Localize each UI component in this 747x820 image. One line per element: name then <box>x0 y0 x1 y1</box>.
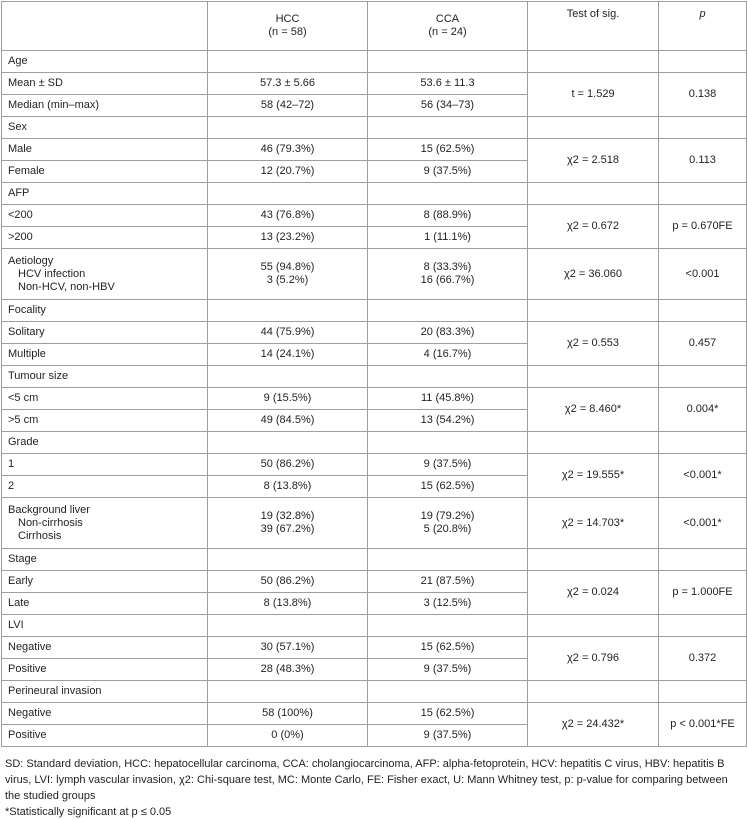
cell-hcc: 28 (48.3%) <box>208 659 368 681</box>
cell-test: χ2 = 8.460* <box>528 388 659 432</box>
empty-cell <box>659 51 747 73</box>
cell-hcc: 57.3 ± 5.66 <box>208 73 368 95</box>
section-label: Grade <box>2 432 208 454</box>
cell-hcc: 50 (86.2%) <box>208 571 368 593</box>
section-row <box>2 681 747 703</box>
cell-hcc: 12 (20.7%) <box>208 161 368 183</box>
cell-test: χ2 = 2.518 <box>528 139 659 183</box>
empty-cell <box>659 615 747 637</box>
cell-hcc: 30 (57.1%) <box>208 637 368 659</box>
table-row <box>2 73 747 95</box>
section-label: Tumour size <box>2 366 208 388</box>
cell-p: 0.004* <box>659 388 747 432</box>
cell-p: p = 0.670FE <box>659 205 747 249</box>
header-hcc: HCC (n = 58) <box>208 2 368 51</box>
cell-test: t = 1.529 <box>528 73 659 117</box>
cell-hcc: 13 (23.2%) <box>208 227 368 249</box>
cell-value: 19 (32.8%) <box>260 510 315 522</box>
cell-value: 16 (66.7%) <box>420 274 475 286</box>
row-label: Mean ± SD <box>2 73 208 95</box>
cell-value: 5 (20.8%) <box>423 523 472 535</box>
empty-cell <box>208 615 368 637</box>
row-label: Multiple <box>2 344 208 366</box>
row-label: Negative <box>2 637 208 659</box>
cell-cca: 53.6 ± 11.3 <box>368 73 528 95</box>
section-label: Perineural invasion <box>2 681 208 703</box>
table-row <box>2 139 747 161</box>
cell-cca: 9 (37.5%) <box>368 454 528 476</box>
empty-cell <box>208 183 368 205</box>
group-label: Aetiology <box>8 254 54 267</box>
header-row <box>2 2 747 51</box>
header-cca: CCA (n = 24) <box>368 2 528 51</box>
cell-cca: 15 (62.5%) <box>368 476 528 498</box>
cell-hcc: 8 (13.8%) <box>208 593 368 615</box>
cell-cca: 15 (62.5%) <box>368 703 528 725</box>
cell-cca: 8 (88.9%) <box>368 205 528 227</box>
empty-cell <box>368 300 528 322</box>
footnote-significance: *Statistically significant at p ≤ 0.05 <box>5 806 172 818</box>
row-label <box>2 498 208 549</box>
section-row <box>2 300 747 322</box>
cell-cca: 20 (83.3%) <box>368 322 528 344</box>
cell-hcc: 14 (24.1%) <box>208 344 368 366</box>
cell-p: <0.001* <box>659 498 747 549</box>
cell-test: χ2 = 0.672 <box>528 205 659 249</box>
cell-p: p < 0.001*FE <box>659 703 747 747</box>
section-label: Stage <box>2 549 208 571</box>
row-label: Male <box>2 139 208 161</box>
row-label: >200 <box>2 227 208 249</box>
footnote-abbreviations: SD: Standard deviation, HCC: hepatocellular carcinoma, CCA: cholangiocarcinoma, AFP: alpha-fetoprotein, HCV: hepatitis C virus, HBV: hepatitis B virus, LVI: lymph vascular invasion, χ2: Chi-square test, MC: Monte Carlo, FE: Fisher exact, U: Mann Whitney test, p: p-value for comparing between the studied groups <box>5 758 728 802</box>
cell-hcc: 0 (0%) <box>208 725 368 747</box>
cell-test: χ2 = 0.024 <box>528 571 659 615</box>
section-label: Focality <box>2 300 208 322</box>
empty-cell <box>528 432 659 454</box>
cell-cca: 4 (16.7%) <box>368 344 528 366</box>
cell-hcc <box>208 498 368 549</box>
empty-cell <box>528 549 659 571</box>
empty-cell <box>528 681 659 703</box>
table-row <box>2 637 747 659</box>
empty-cell <box>208 51 368 73</box>
empty-cell <box>659 300 747 322</box>
table-row <box>2 498 747 549</box>
row-label: <5 cm <box>2 388 208 410</box>
empty-cell <box>208 549 368 571</box>
cell-hcc: 8 (13.8%) <box>208 476 368 498</box>
cell-hcc: 49 (84.5%) <box>208 410 368 432</box>
cell-test: χ2 = 0.796 <box>528 637 659 681</box>
row-label: Female <box>2 161 208 183</box>
header-variable <box>2 2 208 51</box>
cell-hcc: 58 (42–72) <box>208 95 368 117</box>
empty-cell <box>659 549 747 571</box>
cell-test: χ2 = 36.060 <box>528 249 659 300</box>
row-label: Late <box>2 593 208 615</box>
table-row <box>2 388 747 410</box>
section-label: LVI <box>2 615 208 637</box>
group-label: Background liver <box>8 503 90 516</box>
sub-label: Non-HCV, non-HBV <box>18 280 115 293</box>
empty-cell <box>368 615 528 637</box>
cell-value: 8 (33.3%) <box>423 261 472 273</box>
section-label: Sex <box>2 117 208 139</box>
empty-cell <box>208 432 368 454</box>
sub-label: HCV infection <box>18 267 86 280</box>
cell-cca: 11 (45.8%) <box>368 388 528 410</box>
section-row <box>2 183 747 205</box>
table-row <box>2 454 747 476</box>
row-label: >5 cm <box>2 410 208 432</box>
cell-p: 0.113 <box>659 139 747 183</box>
section-row <box>2 117 747 139</box>
cell-p: 0.138 <box>659 73 747 117</box>
section-row <box>2 549 747 571</box>
empty-cell <box>528 366 659 388</box>
row-label: <200 <box>2 205 208 227</box>
cell-hcc: 9 (15.5%) <box>208 388 368 410</box>
empty-cell <box>208 366 368 388</box>
sub-label: Cirrhosis <box>18 529 62 542</box>
cell-test: χ2 = 0.553 <box>528 322 659 366</box>
table-row <box>2 205 747 227</box>
cell-hcc: 46 (79.3%) <box>208 139 368 161</box>
section-row <box>2 366 747 388</box>
cell-hcc: 44 (75.9%) <box>208 322 368 344</box>
empty-cell <box>208 300 368 322</box>
cell-p: <0.001 <box>659 249 747 300</box>
section-label: AFP <box>2 183 208 205</box>
cell-test: χ2 = 24.432* <box>528 703 659 747</box>
empty-cell <box>659 366 747 388</box>
cell-test: χ2 = 19.555* <box>528 454 659 498</box>
cell-cca: 9 (37.5%) <box>368 659 528 681</box>
cell-cca: 15 (62.5%) <box>368 637 528 659</box>
empty-cell <box>368 549 528 571</box>
cell-cca <box>368 249 528 300</box>
empty-cell <box>659 432 747 454</box>
row-label: Negative <box>2 703 208 725</box>
cell-cca: 15 (62.5%) <box>368 139 528 161</box>
empty-cell <box>368 117 528 139</box>
empty-cell <box>528 615 659 637</box>
row-label: Median (min–max) <box>2 95 208 117</box>
empty-cell <box>528 51 659 73</box>
cell-cca <box>368 498 528 549</box>
cell-p: p = 1.000FE <box>659 571 747 615</box>
cell-cca: 3 (12.5%) <box>368 593 528 615</box>
cell-hcc: 58 (100%) <box>208 703 368 725</box>
cell-hcc <box>208 249 368 300</box>
results-table <box>1 1 747 747</box>
cell-value: 3 (5.2%) <box>266 274 309 286</box>
cell-cca: 1 (11.1%) <box>368 227 528 249</box>
cell-hcc: 43 (76.8%) <box>208 205 368 227</box>
empty-cell <box>368 432 528 454</box>
empty-cell <box>208 681 368 703</box>
empty-cell <box>368 681 528 703</box>
cell-value: 55 (94.8%) <box>260 261 315 273</box>
empty-cell <box>368 183 528 205</box>
row-label: 2 <box>2 476 208 498</box>
table-row <box>2 322 747 344</box>
cell-test: χ2 = 14.703* <box>528 498 659 549</box>
row-label: Solitary <box>2 322 208 344</box>
table-row <box>2 571 747 593</box>
section-row <box>2 51 747 73</box>
empty-cell <box>528 183 659 205</box>
sub-label: Non-cirrhosis <box>18 516 83 529</box>
cell-p: <0.001* <box>659 454 747 498</box>
header-p: p <box>659 2 747 51</box>
cell-cca: 9 (37.5%) <box>368 725 528 747</box>
cell-cca: 56 (34–73) <box>368 95 528 117</box>
header-test: Test of sig. <box>528 2 659 51</box>
row-label <box>2 249 208 300</box>
table-row <box>2 703 747 725</box>
empty-cell <box>659 183 747 205</box>
empty-cell <box>528 117 659 139</box>
section-row <box>2 615 747 637</box>
row-label: Positive <box>2 659 208 681</box>
empty-cell <box>208 117 368 139</box>
cell-hcc: 50 (86.2%) <box>208 454 368 476</box>
cell-cca: 13 (54.2%) <box>368 410 528 432</box>
empty-cell <box>659 117 747 139</box>
cell-cca: 9 (37.5%) <box>368 161 528 183</box>
footnote <box>5 756 745 820</box>
cell-cca: 21 (87.5%) <box>368 571 528 593</box>
table-row <box>2 249 747 300</box>
empty-cell <box>368 366 528 388</box>
row-label: Positive <box>2 725 208 747</box>
section-label: Age <box>2 51 208 73</box>
empty-cell <box>659 681 747 703</box>
cell-value: 39 (67.2%) <box>260 523 315 535</box>
cell-value: 19 (79.2%) <box>420 510 475 522</box>
cell-p: 0.372 <box>659 637 747 681</box>
section-row <box>2 432 747 454</box>
cell-p: 0.457 <box>659 322 747 366</box>
row-label: Early <box>2 571 208 593</box>
row-label: 1 <box>2 454 208 476</box>
empty-cell <box>528 300 659 322</box>
empty-cell <box>368 51 528 73</box>
